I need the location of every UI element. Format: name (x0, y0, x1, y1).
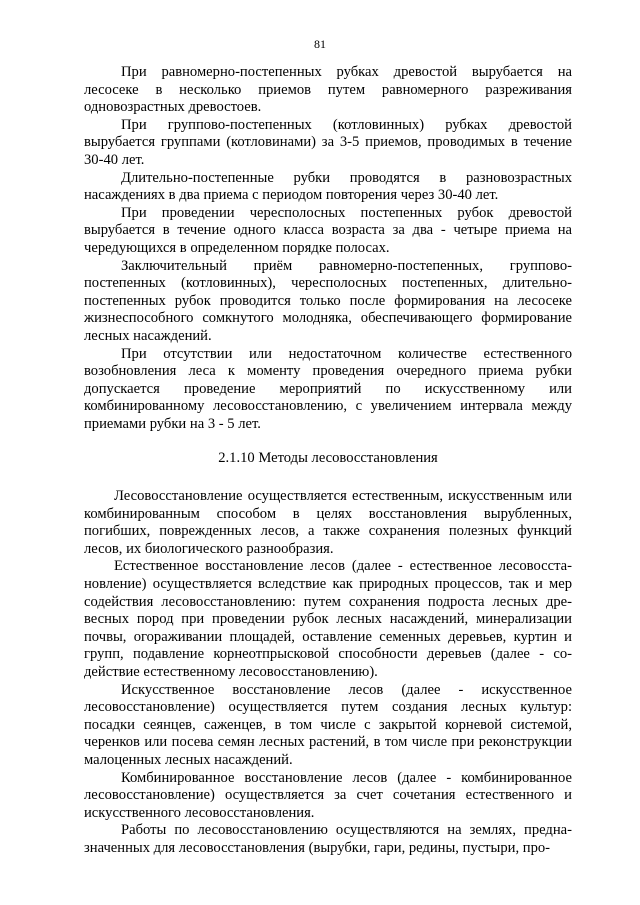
paragraph-uniform-gradual-felling: При равномерно-постепенных рубках древостой вырубается на лесосеке в несколько приемов путем равномерного разреживания одновозрастных древостоев. (84, 64, 572, 116)
page-number: 81 (314, 37, 326, 51)
paragraph-reforestation-methods: Лесовосстановление осуществляется естественным, искусственным или комбинированным способом в целях восстановления вырубленных, погибших, поврежденных лесов, а также сохранения полезных функций лесов, их биологического разнообразия. (84, 488, 572, 557)
section-heading: 2.1.10 Методы лесовосстановления (218, 450, 438, 467)
paragraph-group-gradual-felling: При группово-постепенных (котловинных) рубках древостой вырубается группами (котловинами) за 3-5 приемов, проводимых в течение 30-40 лет. (84, 116, 572, 168)
paragraph-combined-reforestation: Комбинированное восстановление лесов (далее - комбинированное лесовосстановление) осуществляется за счет сочетания естественного и искусственного лесовосстановления. (84, 769, 572, 821)
paragraph-insufficient-regeneration: При отсутствии или недостаточном количестве естественного возобновления леса к моменту проведения очередного приема рубки допускается проведение мероприятий по искусственному или комбинированному лесовосстановлению, с увеличением интервала между приемами рубки на 3 - 5 лет. (84, 345, 572, 432)
paragraph-strip-gradual-felling: При проведении чересполосных постепенных рубок древостой вырубается в течение одного класса возраста за два - четыре приема на чередующихся в определенном порядке полосах. (84, 204, 572, 256)
document-body (84, 64, 572, 858)
paragraph-reforestation-lands: Работы по лесовосстановлению осуществляются на землях, предна-значенных для лесовосстановления (вырубки, гари, редины, пустыри, про- (84, 822, 572, 856)
paragraph-final-felling-stage: Заключительный приём равномерно-постепенных, группово-постепенных (котловинных), чересполосных постепенных, длительно-постепенных рубок проводится только после формирования на лесосеке жизнеспособного сомкнутого молодняка, обеспечивающего формирование лесных насаждений. (84, 257, 572, 344)
paragraph-natural-reforestation: Естественное восстановление лесов (далее - естественное лесовосста-новление) осуществляется вследствие как природных процессов, так и мер содействия лесовосстановлению: путем сохранения подроста лесных дре-весных пород при проведении рубок лесных насаждений, минерализации почвы, огораживании площадей, оставление семенных деревьев, куртин и групп, подавление корнеотпрысковой способности деревьев (далее - со-действие естественному лесовосстановлению). (84, 558, 572, 680)
paragraph-long-term-gradual-felling: Длительно-постепенные рубки проводятся в разновозрастных насаждениях в два приема с периодом повторения через 30-40 лет. (84, 169, 572, 204)
paragraph-artificial-reforestation: Искусственное восстановление лесов (далее - искусственное лесовосстановление) осуществляется путем создания лесных культур: посадки сеянцев, саженцев, в том числе с закрытой корневой системой, черенков или посева семян лесных растений, в том числе при реконструкции малоценных лесных насаждений. (84, 681, 572, 768)
